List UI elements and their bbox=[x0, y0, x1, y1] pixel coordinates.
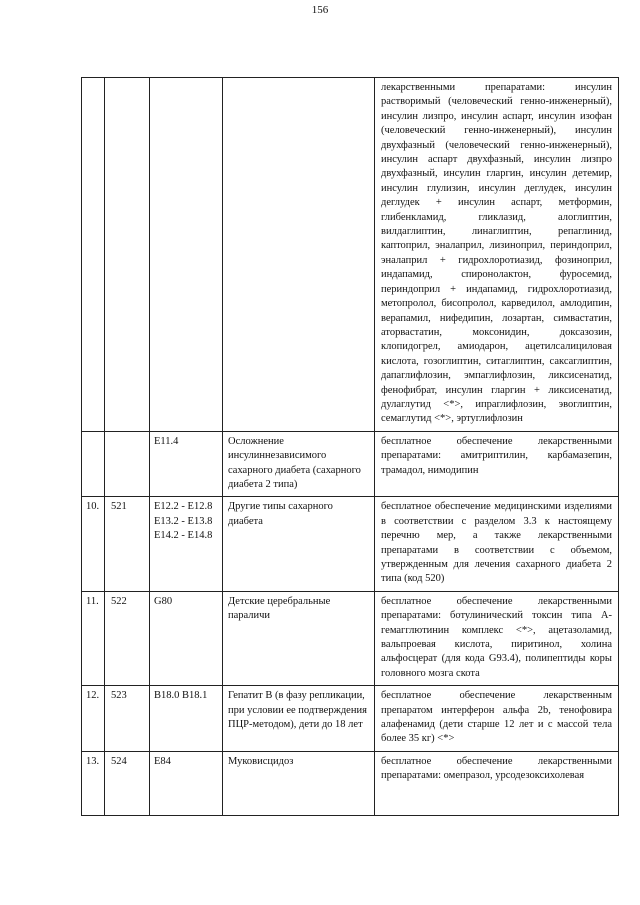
icd-code: G80 bbox=[150, 591, 223, 685]
icd-code: E84 bbox=[150, 751, 223, 815]
provision-text: лекарственными препаратами: инсулин растворимый (человеческий генно-инженерный), инсулин лизпро, инсулин аспарт, инсулин изофан (человеческий генно-инженерный), инсулин двухфазный (человеческий генно-инженерный), инсулин аспарт двухфазный, инсулин лизпро двухфазный, инсулин гларгин, инсулин детемир, инсулин глулизин, инсулин деглудек, инсулин деглудек + инсулин аспарт, метформин, глибенкламид, гликлазид, алоглиптин, вилдаглиптин, линаглиптин, репаглинид, каптоприл, эналаприл, лизиноприл, периндоприл, эналаприл + гидрохлоротиазид, фозиноприл, индапамид, спиронолактон, фуросемид, периндоприл + индапамид, гидрохлоротиазид, метопролол, бисопролол, карведилол, амлодипин, верапамил, нифедипин, лозартан, симвастатин, аторвастатин, моксонидин, доксазозин, клопидогрел, амиодарон, ацетилсалициловая кислота, гозоглиптин, ситаглиптин, саксаглиптин, дапаглифлозин, эмпаглифлозин, ликсисенатид, фенофибрат, инсулин гларгин + ликсисенатид, дулаглутид <*>, ипраглифлозин, эвоглиптин, семаглутид <*>, эртуглифлозин bbox=[375, 78, 619, 432]
measure-code bbox=[105, 431, 150, 497]
measure-code: 522 bbox=[105, 591, 150, 685]
disease-name: Муковисцидоз bbox=[223, 751, 375, 815]
table-row bbox=[82, 686, 619, 752]
measures-table bbox=[81, 77, 619, 816]
disease-name: Другие типы сахарного диабета bbox=[223, 497, 375, 591]
disease-name: Детские церебральные параличи bbox=[223, 591, 375, 685]
table-row bbox=[82, 78, 619, 432]
provision-text: бесплатное обеспечение лекарственными препаратами: омепразол, урсодезоксихолевая bbox=[375, 751, 619, 815]
row-number: 10. bbox=[82, 497, 105, 591]
disease-name: Гепатит B (в фазу репликации, при условии ее подтверждения ПЦР-методом), дети до 18 лет bbox=[223, 686, 375, 752]
disease-name bbox=[223, 78, 375, 432]
table-row bbox=[82, 591, 619, 685]
row-number: 12. bbox=[82, 686, 105, 752]
row-number: 13. bbox=[82, 751, 105, 815]
table-row bbox=[82, 751, 619, 815]
measure-code: 521 bbox=[105, 497, 150, 591]
provision-text: бесплатное обеспечение лекарственными препаратами: ботулинический токсин типа A-гемагглютинин комплекс <*>, ацетазоламид, вальпроевая кислота, пиритинол, холина альфосцерат (для кода G93.4), полипептиды коры головного мозга скота bbox=[375, 591, 619, 685]
disease-name: Осложнение инсулиннезависимого сахарного диабета (сахарного диабета 2 типа) bbox=[223, 431, 375, 497]
icd-code: E11.4 bbox=[150, 431, 223, 497]
table-row bbox=[82, 497, 619, 591]
measure-code bbox=[105, 78, 150, 432]
page-number: 156 bbox=[311, 4, 329, 16]
provision-text: бесплатное обеспечение лекарственными препаратами: амитриптилин, карбамазепин, трамадол, нимодипин bbox=[375, 431, 619, 497]
measure-code: 523 bbox=[105, 686, 150, 752]
row-number bbox=[82, 78, 105, 432]
provision-text: бесплатное обеспечение медицинскими изделиями в соответствии с разделом 3.3 к настоящему перечню мер, а также лекарственными препаратами в соответствии с объемом, утвержденным для лечения сахарного диабета 2 типа (код 520) bbox=[375, 497, 619, 591]
table-row bbox=[82, 431, 619, 497]
provision-text: бесплатное обеспечение лекарственным препаратом интерферон альфа 2b, тенофовира алафенамид (дети старше 12 лет и с массой тела более 35 кг) <*> bbox=[375, 686, 619, 752]
icd-code: E12.2 - E12.8 E13.2 - E13.8 E14.2 - E14.8 bbox=[150, 497, 223, 591]
icd-code: B18.0 B18.1 bbox=[150, 686, 223, 752]
row-number bbox=[82, 431, 105, 497]
icd-code bbox=[150, 78, 223, 432]
measure-code: 524 bbox=[105, 751, 150, 815]
row-number: 11. bbox=[82, 591, 105, 685]
